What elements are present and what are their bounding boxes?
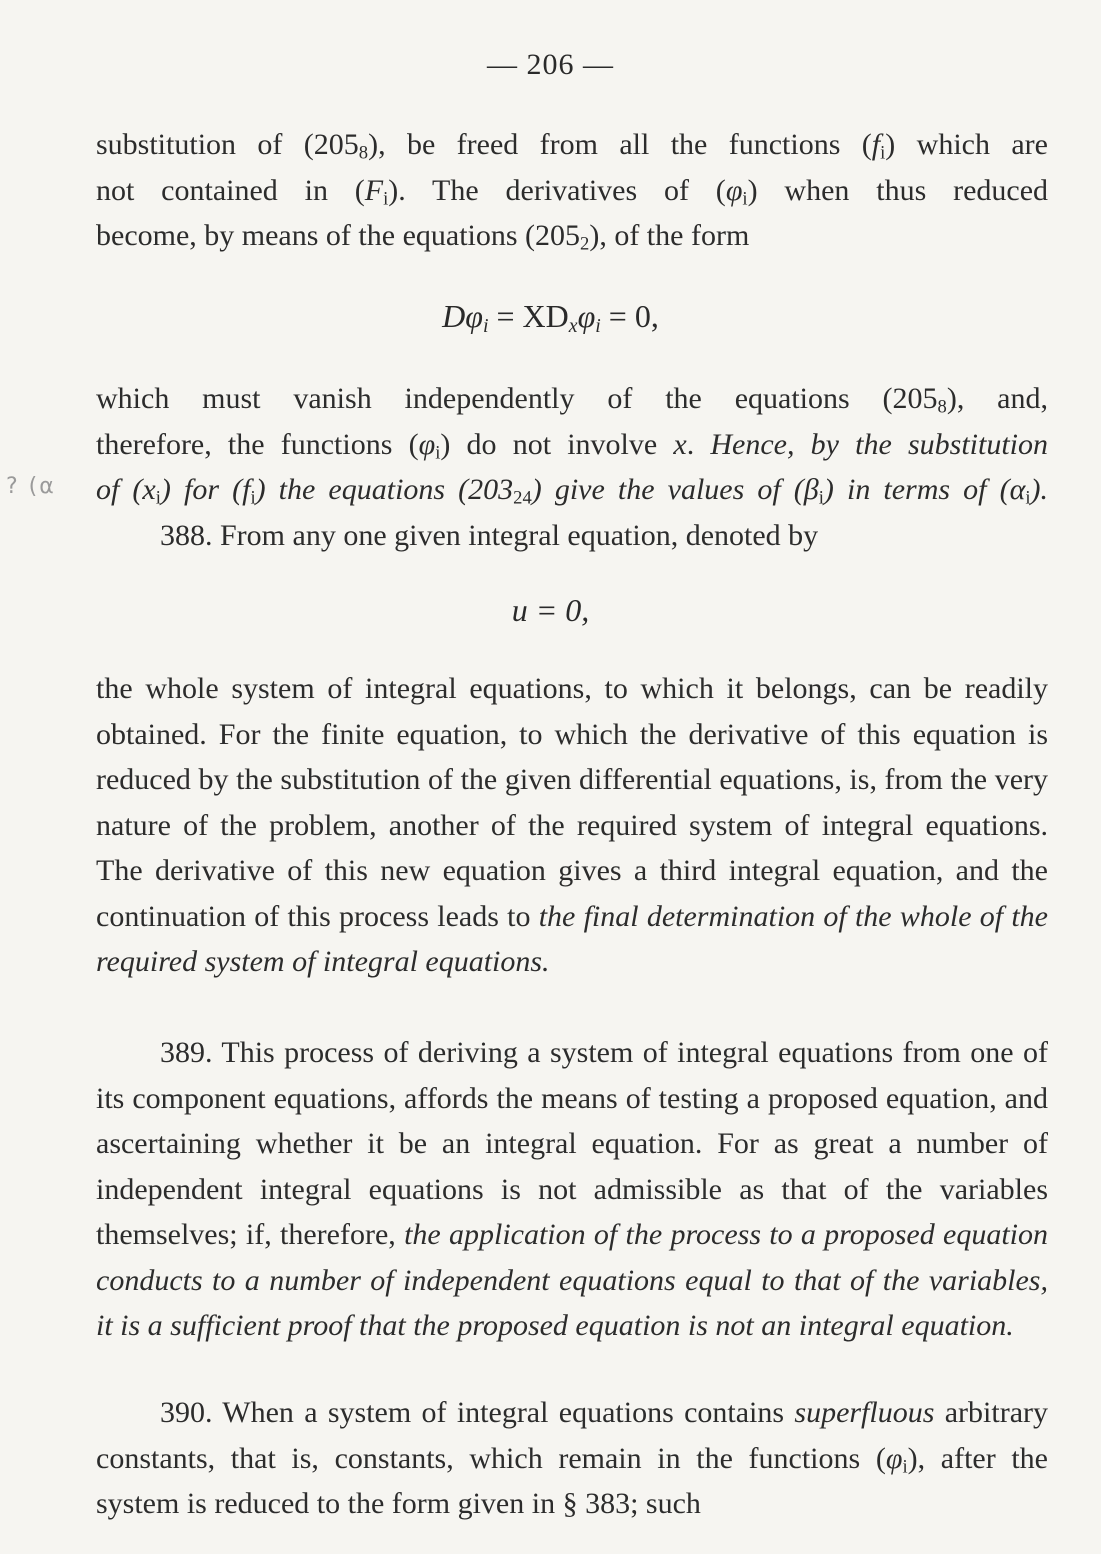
paragraph-390 [96, 1390, 1048, 1527]
paragraph-387-end [96, 376, 1048, 558]
equation-display: $D\varphi_i = XD_x\varphi_i = 0$, [442, 298, 659, 337]
text-line: become, by means of the equations $(205_2)$, of the form [96, 219, 750, 255]
text-line: therefore, the functions $(\varphi_i)$ do not involve x. Hence, by the substitution [96, 427, 1049, 464]
equation-display: u = 0, [511, 592, 590, 628]
text-line: of $(x_i)$ for $(f_i)$ the equations $(203_{24})$ give the values of $(\beta_i)$ in terms of $(\alpha_i)$. [96, 473, 1048, 509]
paragraph-389 [96, 1030, 1048, 1349]
paragraph-text: 390. When a system of integral equations contains superfluous arbitrary constants, that is, constants, which remain in the functions $(\varphi_i)$, after the system is reduced to the form given in § 383; such [96, 1396, 1049, 1520]
text-line: not contained in $(F_i)$. The derivatives of $(\varphi_i)$ when thus reduced [96, 173, 1049, 210]
handwritten-margin-note: ? (α [6, 474, 56, 499]
text-line: which must vanish independently of the equations $(205_8)$, and, [96, 382, 1048, 418]
paragraph-388-start: 388. From any one given integral equation, denoted by [160, 518, 819, 552]
paragraph-text: the whole system of integral equations, to which it belongs, can be readily obtained. For the finite equation, to which the derivative of this equation is reduced by the substitution of the given differential equations, is, from the very nature of the problem, another of the required system of integral equations. The derivative of this new equation gives a third integral equation, and the continuation of this process leads to the final determination of the whole of the required system of integral equations. [96, 672, 1048, 978]
text-line: substitution of $(205_8)$, be freed from all the functions $(f_i)$ which are [96, 128, 1048, 164]
paragraph-text: 389. This process of deriving a system of integral equations from one of its component equations, affords the means of testing a proposed equation, and ascertaining whether it be an integral equation. For as great a number of independent integral equations is not admissible as that of the variables themselves; if, therefore, the application of the process to a proposed equation conducts to a number of independent equations equal to that of the variables, it is a sufficient proof that the proposed equation is not an integral equation. [96, 1036, 1048, 1342]
paragraph-388-body [96, 666, 1048, 985]
paragraph-continuation [96, 122, 1048, 259]
page-number: — 206 — [487, 48, 614, 81]
